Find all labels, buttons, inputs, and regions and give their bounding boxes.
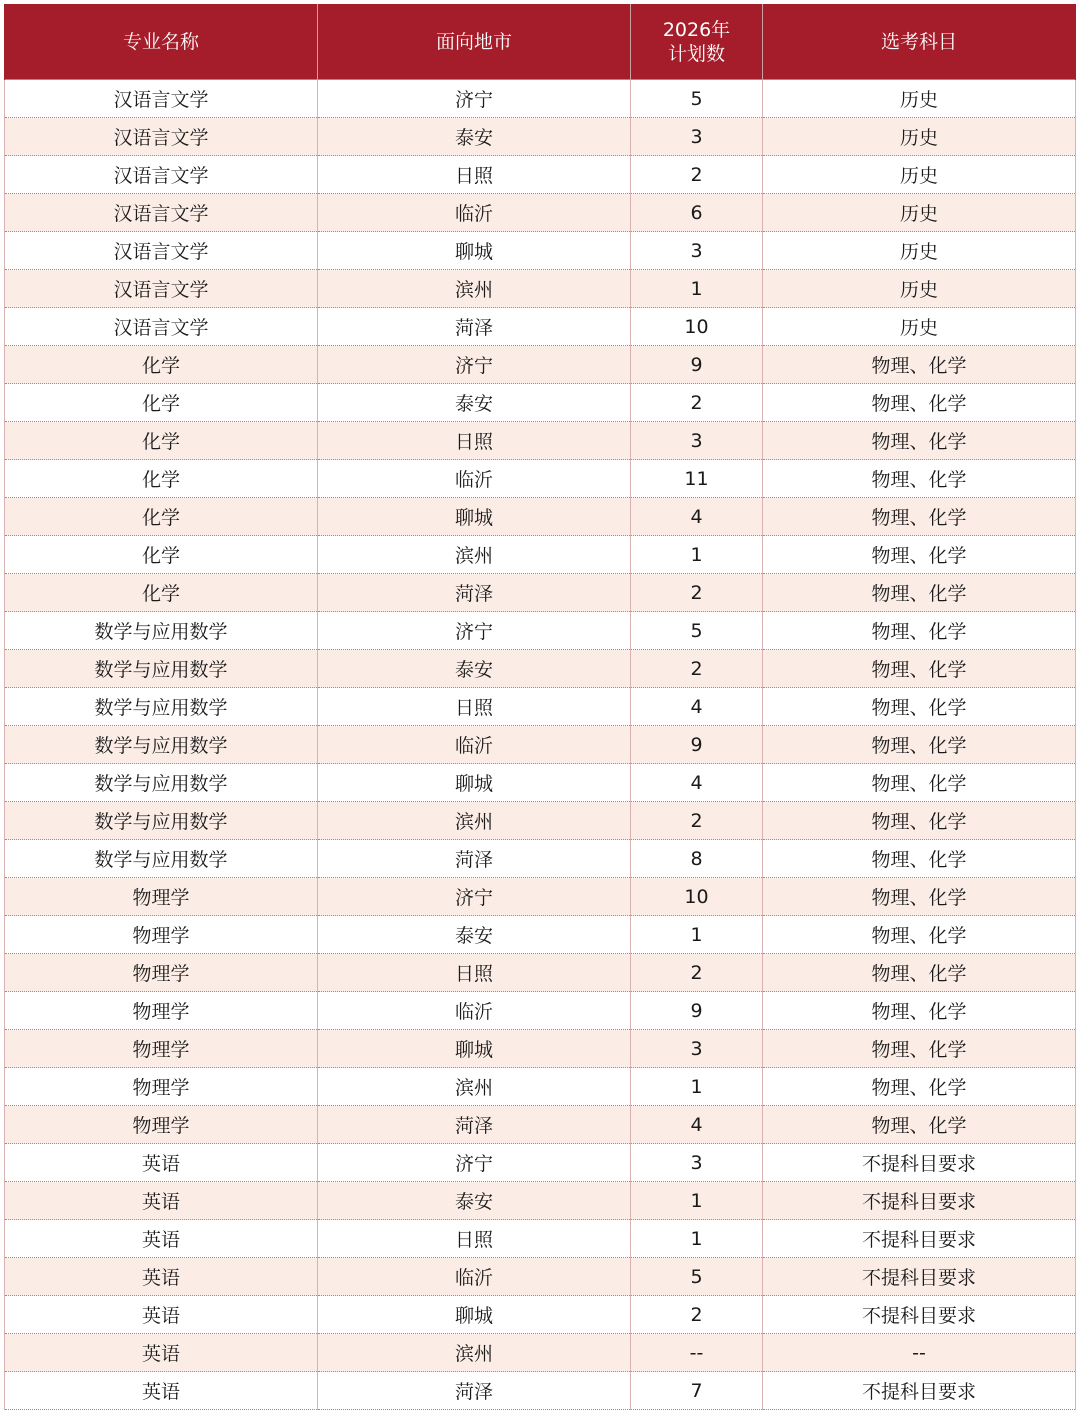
cell-target-city: 日照 [318,954,631,992]
cell-plan-count: 10 [631,878,763,916]
cell-major-name: 数学与应用数学 [5,688,318,726]
table-row [5,1182,1076,1220]
cell-required-subjects: 历史 [763,156,1076,194]
cell-required-subjects: 物理、化学 [763,1106,1076,1144]
cell-required-subjects: -- [763,1334,1076,1372]
enrollment-plan-table [4,4,1076,1410]
table-row [5,1068,1076,1106]
cell-major-name: 化学 [5,460,318,498]
cell-plan-count: 5 [631,612,763,650]
cell-plan-count: 1 [631,1220,763,1258]
table-row [5,118,1076,156]
table-row [5,802,1076,840]
cell-target-city: 聊城 [318,1030,631,1068]
cell-required-subjects: 物理、化学 [763,916,1076,954]
cell-target-city: 日照 [318,156,631,194]
table-row [5,270,1076,308]
enrollment-plan-table-container [4,4,1075,1410]
cell-target-city: 济宁 [318,80,631,118]
cell-target-city: 滨州 [318,1334,631,1372]
cell-major-name: 英语 [5,1144,318,1182]
table-row [5,498,1076,536]
cell-major-name: 化学 [5,422,318,460]
cell-required-subjects: 物理、化学 [763,536,1076,574]
cell-plan-count: 5 [631,80,763,118]
cell-plan-count: 10 [631,308,763,346]
cell-required-subjects: 物理、化学 [763,498,1076,536]
table-row [5,194,1076,232]
cell-major-name: 物理学 [5,954,318,992]
cell-target-city: 滨州 [318,536,631,574]
cell-required-subjects: 物理、化学 [763,802,1076,840]
table-row [5,1220,1076,1258]
cell-target-city: 滨州 [318,1068,631,1106]
cell-target-city: 临沂 [318,460,631,498]
cell-required-subjects: 不提科目要求 [763,1296,1076,1334]
cell-plan-count: 5 [631,1258,763,1296]
cell-required-subjects: 历史 [763,118,1076,156]
table-row [5,612,1076,650]
cell-required-subjects: 历史 [763,80,1076,118]
cell-major-name: 英语 [5,1258,318,1296]
cell-major-name: 汉语言文学 [5,308,318,346]
table-row [5,1106,1076,1144]
cell-required-subjects: 历史 [763,194,1076,232]
cell-major-name: 英语 [5,1372,318,1410]
cell-major-name: 汉语言文学 [5,270,318,308]
cell-target-city: 菏泽 [318,1372,631,1410]
cell-major-name: 化学 [5,536,318,574]
cell-plan-count: 7 [631,1372,763,1410]
cell-plan-count: 1 [631,536,763,574]
cell-plan-count: 4 [631,688,763,726]
cell-required-subjects: 物理、化学 [763,346,1076,384]
cell-required-subjects: 不提科目要求 [763,1144,1076,1182]
cell-target-city: 聊城 [318,232,631,270]
cell-required-subjects: 物理、化学 [763,384,1076,422]
cell-target-city: 聊城 [318,764,631,802]
cell-target-city: 临沂 [318,194,631,232]
cell-required-subjects: 物理、化学 [763,650,1076,688]
cell-plan-count: 9 [631,346,763,384]
table-row [5,80,1076,118]
cell-major-name: 物理学 [5,1030,318,1068]
cell-target-city: 日照 [318,688,631,726]
cell-plan-count: 1 [631,1068,763,1106]
cell-major-name: 英语 [5,1334,318,1372]
table-row [5,726,1076,764]
cell-required-subjects: 物理、化学 [763,688,1076,726]
cell-target-city: 临沂 [318,726,631,764]
cell-target-city: 菏泽 [318,574,631,612]
table-row [5,840,1076,878]
cell-target-city: 泰安 [318,384,631,422]
table-row [5,1258,1076,1296]
cell-required-subjects: 物理、化学 [763,574,1076,612]
cell-required-subjects: 物理、化学 [763,460,1076,498]
cell-plan-count: 2 [631,156,763,194]
cell-major-name: 物理学 [5,992,318,1030]
table-row [5,460,1076,498]
cell-major-name: 物理学 [5,916,318,954]
cell-plan-count: 3 [631,1030,763,1068]
cell-required-subjects: 不提科目要求 [763,1258,1076,1296]
cell-plan-count: 2 [631,954,763,992]
cell-plan-count: 3 [631,422,763,460]
cell-target-city: 泰安 [318,916,631,954]
cell-required-subjects: 物理、化学 [763,1030,1076,1068]
table-row [5,384,1076,422]
cell-target-city: 济宁 [318,612,631,650]
table-row [5,650,1076,688]
cell-major-name: 英语 [5,1296,318,1334]
cell-target-city: 泰安 [318,650,631,688]
table-row [5,688,1076,726]
cell-plan-count: 3 [631,1144,763,1182]
cell-plan-count: 2 [631,802,763,840]
cell-required-subjects: 物理、化学 [763,840,1076,878]
cell-target-city: 济宁 [318,1144,631,1182]
cell-target-city: 临沂 [318,1258,631,1296]
table-body [5,80,1076,1410]
cell-plan-count: 2 [631,384,763,422]
cell-plan-count: 4 [631,1106,763,1144]
cell-target-city: 泰安 [318,1182,631,1220]
cell-required-subjects: 物理、化学 [763,954,1076,992]
cell-major-name: 物理学 [5,878,318,916]
cell-target-city: 菏泽 [318,840,631,878]
cell-major-name: 化学 [5,574,318,612]
cell-target-city: 滨州 [318,270,631,308]
cell-required-subjects: 物理、化学 [763,726,1076,764]
table-row [5,1030,1076,1068]
table-row [5,308,1076,346]
table-row [5,954,1076,992]
table-row [5,536,1076,574]
cell-target-city: 济宁 [318,878,631,916]
table-row [5,1334,1076,1372]
cell-target-city: 日照 [318,422,631,460]
cell-plan-count: 2 [631,650,763,688]
table-row [5,1296,1076,1334]
cell-plan-count: -- [631,1334,763,1372]
cell-major-name: 数学与应用数学 [5,840,318,878]
cell-target-city: 菏泽 [318,1106,631,1144]
table-row [5,232,1076,270]
table-row [5,1144,1076,1182]
header-major-name: 专业名称 [5,4,318,80]
table-row [5,1372,1076,1410]
cell-target-city: 聊城 [318,498,631,536]
header-plan-count: 2026年 计划数 [631,4,763,80]
cell-target-city: 滨州 [318,802,631,840]
header-row [5,4,1076,80]
cell-required-subjects: 物理、化学 [763,612,1076,650]
cell-major-name: 物理学 [5,1068,318,1106]
cell-required-subjects: 不提科目要求 [763,1220,1076,1258]
cell-major-name: 数学与应用数学 [5,802,318,840]
cell-target-city: 聊城 [318,1296,631,1334]
table-row [5,992,1076,1030]
cell-major-name: 汉语言文学 [5,232,318,270]
cell-major-name: 数学与应用数学 [5,650,318,688]
cell-major-name: 数学与应用数学 [5,764,318,802]
cell-required-subjects: 历史 [763,308,1076,346]
cell-major-name: 汉语言文学 [5,156,318,194]
cell-plan-count: 3 [631,118,763,156]
cell-major-name: 物理学 [5,1106,318,1144]
cell-plan-count: 8 [631,840,763,878]
cell-major-name: 英语 [5,1182,318,1220]
cell-required-subjects: 历史 [763,270,1076,308]
cell-target-city: 临沂 [318,992,631,1030]
table-row [5,156,1076,194]
table-row [5,878,1076,916]
cell-required-subjects: 物理、化学 [763,422,1076,460]
cell-major-name: 英语 [5,1220,318,1258]
cell-plan-count: 9 [631,726,763,764]
cell-major-name: 化学 [5,498,318,536]
cell-required-subjects: 不提科目要求 [763,1372,1076,1410]
table-row [5,916,1076,954]
cell-plan-count: 6 [631,194,763,232]
cell-target-city: 菏泽 [318,308,631,346]
cell-target-city: 日照 [318,1220,631,1258]
header-required-subjects: 选考科目 [763,4,1076,80]
cell-plan-count: 11 [631,460,763,498]
header-target-city: 面向地市 [318,4,631,80]
table-header [5,4,1076,80]
cell-plan-count: 1 [631,916,763,954]
cell-plan-count: 9 [631,992,763,1030]
cell-required-subjects: 物理、化学 [763,992,1076,1030]
cell-plan-count: 3 [631,232,763,270]
cell-major-name: 汉语言文学 [5,118,318,156]
cell-plan-count: 2 [631,574,763,612]
cell-major-name: 化学 [5,384,318,422]
table-row [5,422,1076,460]
cell-major-name: 数学与应用数学 [5,726,318,764]
cell-required-subjects: 不提科目要求 [763,1182,1076,1220]
table-row [5,764,1076,802]
cell-plan-count: 1 [631,1182,763,1220]
cell-plan-count: 4 [631,498,763,536]
cell-required-subjects: 历史 [763,232,1076,270]
cell-required-subjects: 物理、化学 [763,764,1076,802]
cell-major-name: 汉语言文学 [5,194,318,232]
cell-plan-count: 1 [631,270,763,308]
table-row [5,346,1076,384]
cell-target-city: 泰安 [318,118,631,156]
cell-plan-count: 4 [631,764,763,802]
cell-required-subjects: 物理、化学 [763,1068,1076,1106]
cell-major-name: 汉语言文学 [5,80,318,118]
cell-plan-count: 2 [631,1296,763,1334]
cell-major-name: 化学 [5,346,318,384]
cell-target-city: 济宁 [318,346,631,384]
cell-major-name: 数学与应用数学 [5,612,318,650]
table-row [5,574,1076,612]
cell-required-subjects: 物理、化学 [763,878,1076,916]
